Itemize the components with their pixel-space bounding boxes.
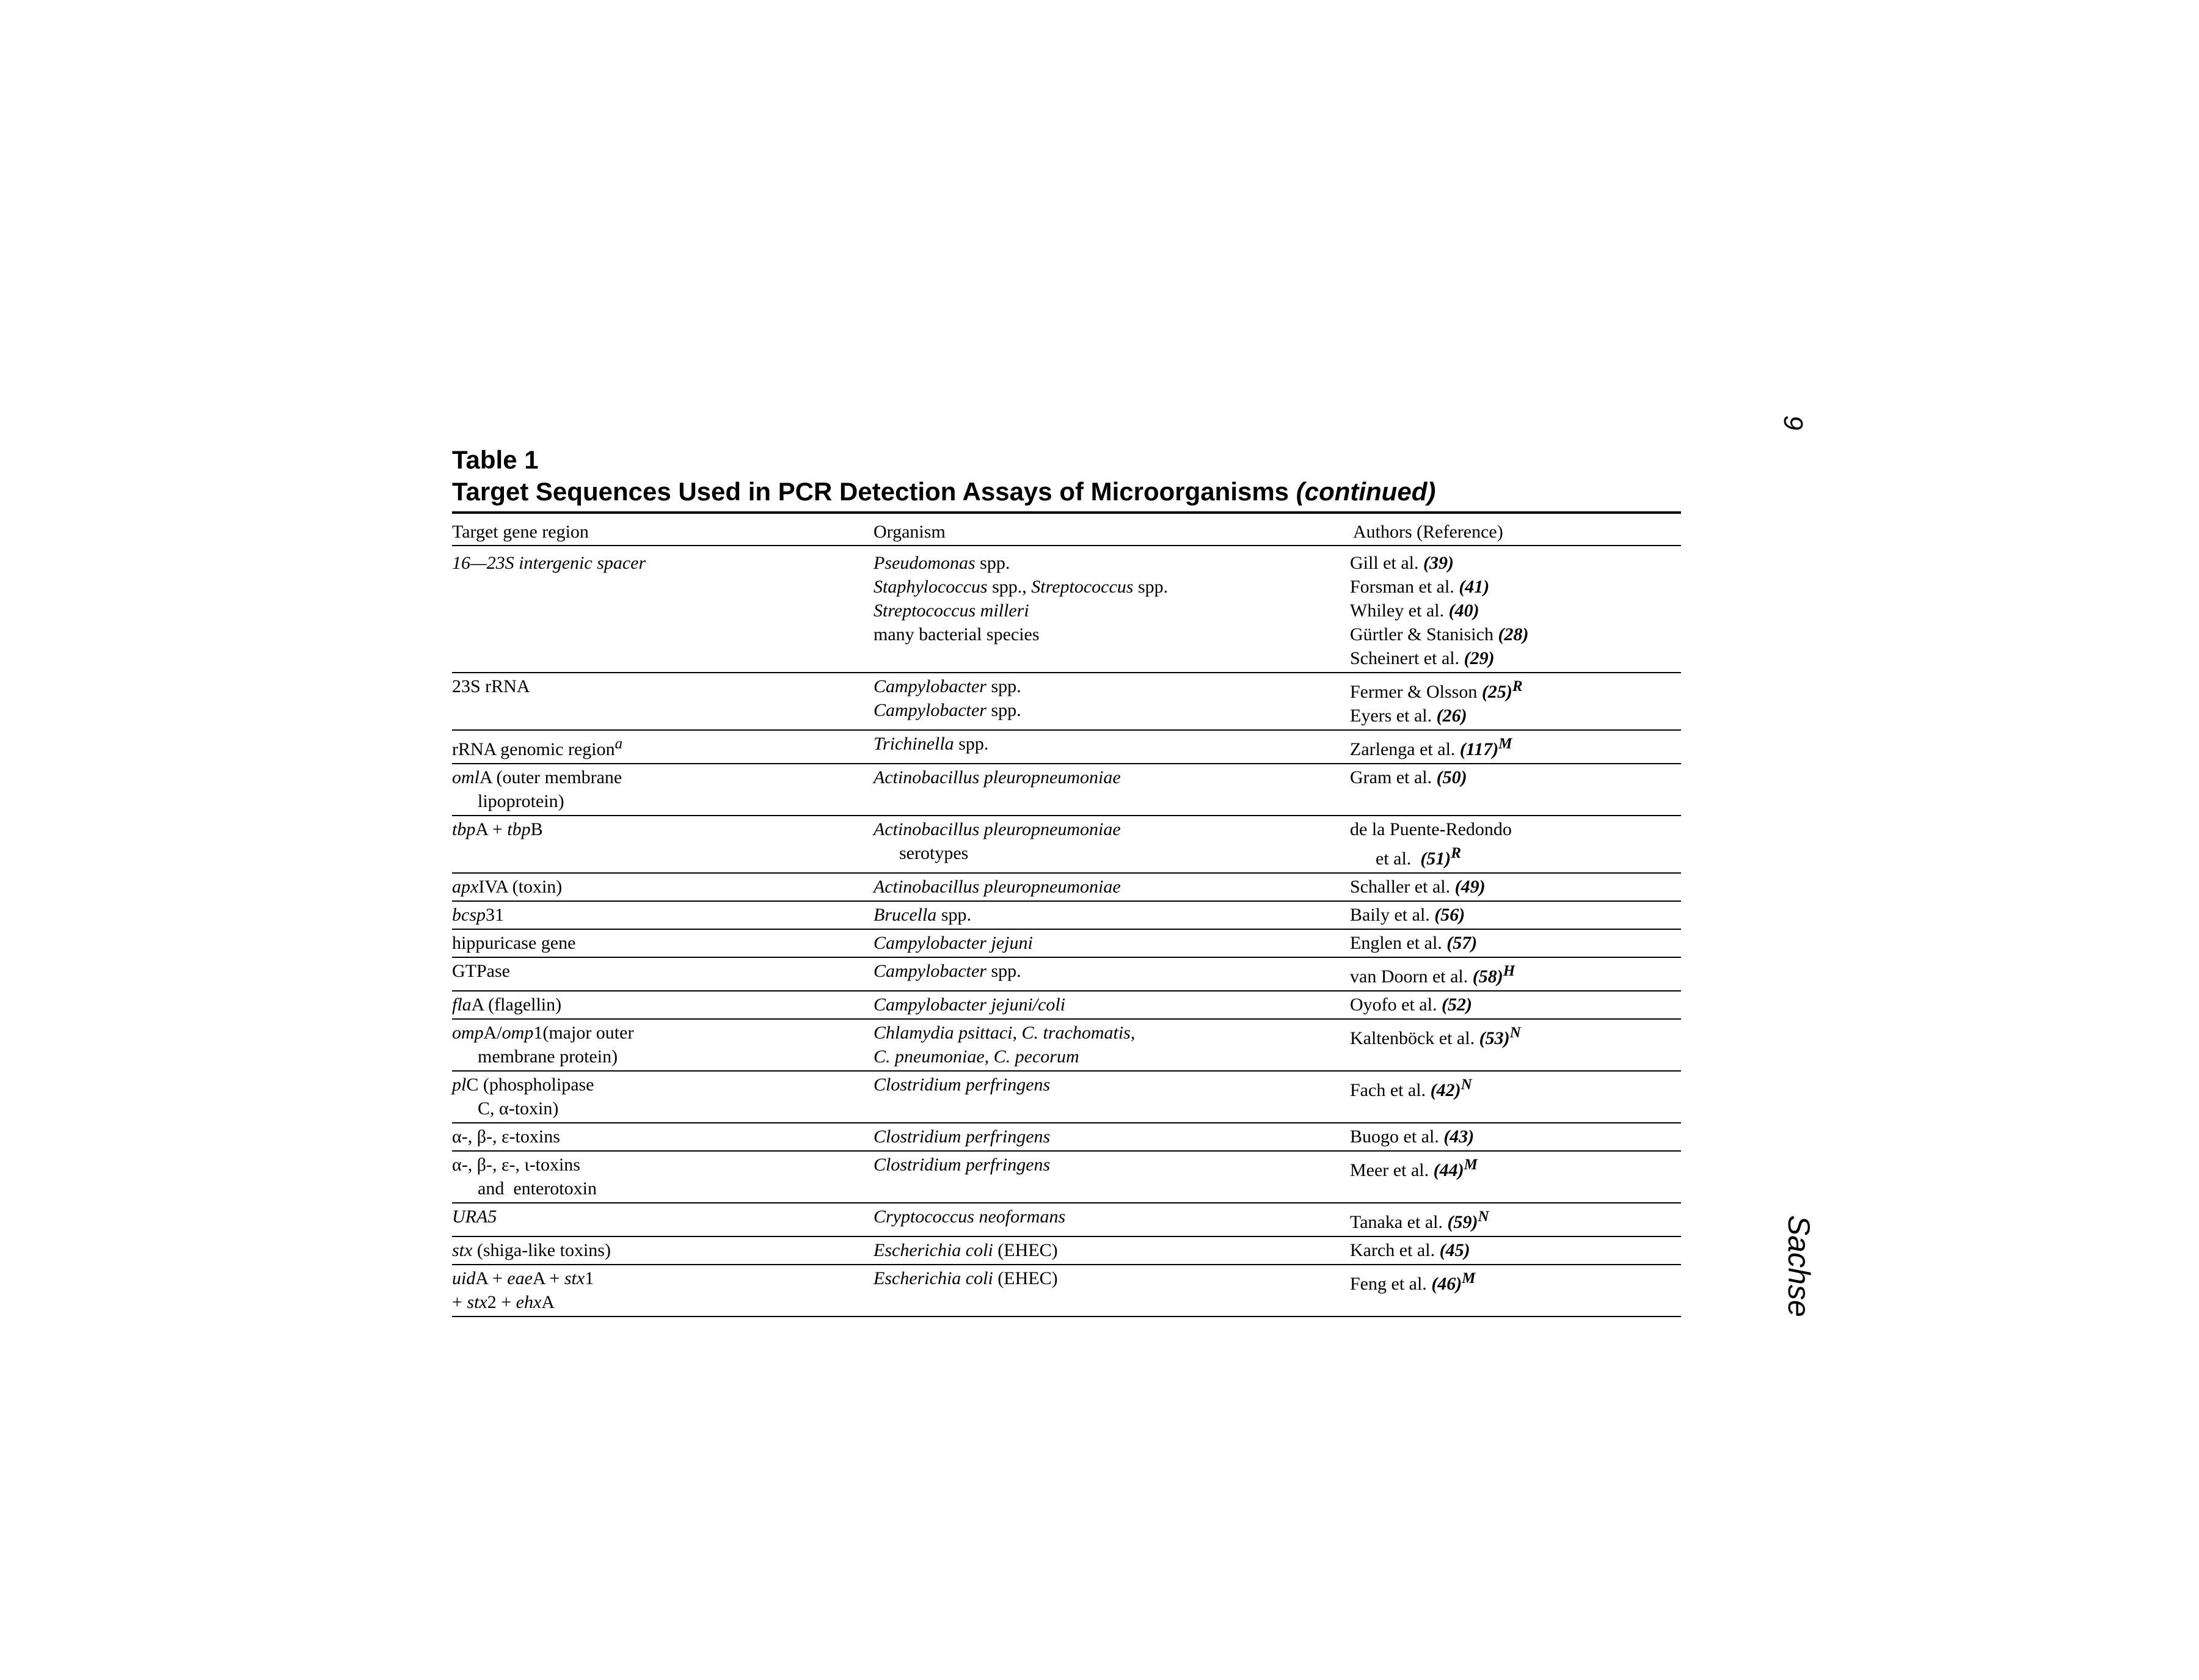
organism-line: Actinobacillus pleuropneumoniae	[873, 877, 1121, 897]
author-entry	[1350, 674, 1681, 704]
author-ref: (40)	[1448, 601, 1479, 621]
gene-cell	[452, 764, 873, 816]
organism-line: Pseudomonas spp.	[873, 553, 1010, 573]
organism-cell	[873, 929, 1350, 957]
gene-cell	[452, 1019, 873, 1071]
table-row	[452, 546, 1681, 673]
organism-line: Campylobacter jejuni/coli	[873, 995, 1066, 1015]
organism-line: Chlamydia psittaci, C. trachomatis,	[873, 1023, 1136, 1043]
table-row	[452, 901, 1681, 929]
organism-genus: Trichinella	[873, 734, 954, 754]
organism-cell	[873, 816, 1350, 873]
author-ref: (53)	[1479, 1028, 1510, 1048]
author-ref: (52)	[1441, 995, 1472, 1015]
organism-line: Clostridium perfringens	[873, 1075, 1051, 1095]
table-title	[452, 476, 1681, 508]
organism-genus: Pseudomonas	[873, 553, 976, 573]
gene-line: omlA (outer membrane	[452, 767, 622, 787]
organism-cell	[873, 957, 1350, 991]
gene-cell	[452, 873, 873, 901]
organism-line: Trichinella spp.	[873, 734, 989, 754]
organism-cell	[873, 1151, 1350, 1203]
authors-cell	[1350, 1019, 1681, 1071]
table-row	[452, 1071, 1681, 1123]
author-entry	[1350, 1266, 1681, 1296]
author-name: Gürtler & Stanisich	[1350, 624, 1493, 645]
authors-cell	[1350, 873, 1681, 901]
gene-line: + stx2 + ehxA	[452, 1292, 555, 1312]
author-name: van Doorn et al.	[1350, 966, 1468, 987]
gene-cell	[452, 1203, 873, 1236]
author-entry	[1350, 1021, 1681, 1050]
column-header-organism: Organism	[873, 514, 1350, 546]
author-name: Oyofo et al.	[1350, 995, 1437, 1015]
organism-cell	[873, 673, 1350, 730]
author-name: Gill et al.	[1350, 553, 1419, 573]
author-name: Eyers et al.	[1350, 706, 1432, 726]
gene-text: rRNA genomic region	[452, 739, 615, 759]
author-sup: H	[1503, 963, 1515, 979]
author-entry	[1350, 704, 1681, 728]
author-ref: (45)	[1439, 1240, 1470, 1260]
organism-cell	[873, 546, 1350, 673]
author-ref: (56)	[1434, 905, 1465, 925]
author-ref: (44)	[1433, 1160, 1464, 1180]
authors-cell	[1350, 816, 1681, 873]
gene-cell	[452, 1236, 873, 1265]
organism-line: Campylobacter spp.	[873, 676, 1021, 696]
author-name: Karch et al.	[1350, 1240, 1435, 1260]
organism-line: Cryptococcus neoformans	[873, 1207, 1066, 1227]
gene-cell	[452, 1071, 873, 1123]
author-name: Fach et al.	[1350, 1080, 1426, 1100]
page-number: 9	[1778, 415, 1809, 431]
data-table	[452, 514, 1681, 1317]
authors-cell	[1350, 929, 1681, 957]
gene-cell	[452, 1265, 873, 1317]
organism-line: Escherichia coli (EHEC)	[873, 1268, 1058, 1288]
gene-line: apxIVA (toxin)	[452, 877, 563, 897]
author-ref: (50)	[1436, 767, 1467, 787]
author-name: Buogo et al.	[1350, 1127, 1439, 1147]
organism-cell	[873, 730, 1350, 764]
organism-line: Campylobacter spp.	[873, 700, 1021, 720]
author-ref: (43)	[1443, 1127, 1475, 1147]
gene-text: URA5	[452, 1207, 497, 1227]
author-name: Scheinert et al.	[1350, 648, 1460, 668]
gene-text: hippuricase gene	[452, 933, 576, 953]
organism-line: Actinobacillus pleuropneumoniae	[873, 819, 1121, 839]
author-ref: (39)	[1423, 553, 1454, 573]
authors-cell	[1350, 1071, 1681, 1123]
authors-cell	[1350, 1265, 1681, 1317]
organism-genus: Streptococcus	[1031, 577, 1134, 597]
gene-line: C, α-toxin)	[478, 1098, 559, 1119]
organism-cell	[873, 873, 1350, 901]
organism-line: Campylobacter spp.	[873, 961, 1021, 981]
organism-genus: Campylobacter	[873, 676, 986, 696]
author-entry	[1350, 1125, 1681, 1149]
author-name: Meer et al.	[1350, 1160, 1429, 1180]
author-name: Zarlenga et al.	[1350, 739, 1456, 759]
author-sup: R	[1451, 845, 1461, 861]
author-ref: (117)	[1459, 739, 1499, 759]
author-ref: (29)	[1464, 648, 1495, 668]
author-ref: (25)	[1481, 682, 1512, 702]
gene-cell	[452, 816, 873, 873]
gene-cell	[452, 1151, 873, 1203]
author-entry	[1350, 1073, 1681, 1102]
authors-cell	[1350, 546, 1681, 673]
author-entry	[1350, 575, 1681, 599]
author-ref: (28)	[1498, 624, 1529, 645]
table-continued: (continued)	[1296, 477, 1436, 506]
author-entry	[1350, 1238, 1681, 1262]
organism-cell	[873, 1123, 1350, 1151]
author-ref: (46)	[1431, 1274, 1462, 1294]
author-ref: (26)	[1436, 706, 1467, 726]
table-row	[452, 1265, 1681, 1317]
author-entry	[1350, 1205, 1681, 1234]
organism-line: Brucella spp.	[873, 905, 971, 925]
table-row	[452, 929, 1681, 957]
organism-cell	[873, 1071, 1350, 1123]
organism-cell	[873, 991, 1350, 1019]
table-row	[452, 1151, 1681, 1203]
authors-cell	[1350, 730, 1681, 764]
table-row	[452, 1019, 1681, 1071]
gene-line: α-, β-, ε-, ι-toxins	[452, 1155, 580, 1175]
gene-line: stx (shiga-like toxins)	[452, 1240, 611, 1260]
authors-cell	[1350, 1151, 1681, 1203]
organism-line: Campylobacter jejuni	[873, 933, 1033, 953]
author-entry	[1350, 732, 1681, 761]
author-sup: N	[1461, 1076, 1472, 1093]
table-row	[452, 816, 1681, 873]
organism-cell	[873, 764, 1350, 816]
gene-cell	[452, 546, 873, 673]
gene-cell	[452, 673, 873, 730]
author-sup: R	[1512, 678, 1523, 695]
organism-line: Actinobacillus pleuropneumoniae	[873, 767, 1121, 787]
running-head: Sachse	[1782, 1215, 1816, 1317]
authors-cell	[1350, 1123, 1681, 1151]
table-row	[452, 673, 1681, 730]
author-name: Tanaka et al.	[1350, 1212, 1443, 1232]
author-sup: N	[1509, 1024, 1521, 1041]
organism-line: Escherichia coli (EHEC)	[873, 1240, 1058, 1260]
author-entry	[1350, 875, 1681, 899]
authors-cell	[1350, 1203, 1681, 1236]
gene-cell	[452, 991, 873, 1019]
author-entry	[1350, 646, 1681, 670]
author-entry: de la Puente-Redondo	[1350, 819, 1512, 839]
column-header-authors: Authors (Reference)	[1350, 514, 1681, 546]
gene-footnote-mark: a	[614, 736, 623, 752]
author-entry	[1350, 551, 1681, 575]
author-sup: N	[1478, 1208, 1489, 1225]
author-ref: (42)	[1430, 1080, 1461, 1100]
gene-line: membrane protein)	[478, 1046, 618, 1067]
organism-cell	[873, 1203, 1350, 1236]
author-name: Englen et al.	[1350, 933, 1442, 953]
author-name: Forsman et al.	[1350, 577, 1454, 597]
gene-line: and enterotoxin	[478, 1178, 597, 1199]
authors-cell	[1350, 901, 1681, 929]
author-entry	[1350, 903, 1681, 927]
author-entry	[1350, 1153, 1681, 1182]
gene-line: lipoprotein)	[478, 791, 564, 811]
author-ref: (58)	[1472, 966, 1503, 987]
organism-cell	[873, 1236, 1350, 1265]
author-ref: (41)	[1459, 577, 1490, 597]
table-row	[452, 1123, 1681, 1151]
gene-cell	[452, 929, 873, 957]
author-entry	[1350, 599, 1681, 623]
gene-line: plC (phospholipase	[452, 1075, 594, 1095]
organism-line: serotypes	[899, 843, 969, 863]
table-label: Table 1	[452, 445, 539, 474]
author-ref: (59)	[1447, 1212, 1478, 1232]
author-name: Whiley et al.	[1350, 601, 1445, 621]
gene-text: 23S rRNA	[452, 676, 530, 696]
organism-cell	[873, 1019, 1350, 1071]
gene-text: 16—23S intergenic spacer	[452, 553, 646, 573]
gene-line: flaA (flagellin)	[452, 995, 562, 1015]
author-entry	[1350, 959, 1681, 988]
table-row	[452, 1203, 1681, 1236]
author-name: Schaller et al.	[1350, 877, 1451, 897]
gene-line: bcsp31	[452, 905, 504, 925]
column-header-gene: Target gene region	[452, 514, 873, 546]
author-entry: et al. (51)$^R$	[1376, 845, 1461, 869]
authors-cell	[1350, 764, 1681, 816]
author-name: Feng et al.	[1350, 1274, 1427, 1294]
table-row	[452, 1236, 1681, 1265]
author-name: Kaltenböck et al.	[1350, 1028, 1475, 1048]
author-sup: M	[1462, 1270, 1476, 1287]
author-ref: (51)	[1420, 849, 1451, 869]
authors-cell	[1350, 1236, 1681, 1265]
table-title-text: Target Sequences Used in PCR Detection Assays of Microorganisms	[452, 477, 1289, 506]
organism-line: Streptococcus milleri	[873, 601, 1029, 621]
gene-line: tbpA + tbpB	[452, 819, 543, 839]
table-row	[452, 730, 1681, 764]
author-entry	[1350, 765, 1681, 789]
organism-line: C. pneumoniae, C. pecorum	[873, 1046, 1079, 1067]
table-container	[452, 444, 1681, 1317]
author-entry	[1350, 993, 1681, 1017]
author-ref: (57)	[1446, 933, 1478, 953]
table-row	[452, 873, 1681, 901]
organism-cell	[873, 901, 1350, 929]
organism-genus: Staphylococcus	[873, 577, 988, 597]
author-name: Gram et al.	[1350, 767, 1432, 787]
author-name: Baily et al.	[1350, 905, 1430, 925]
gene-cell	[452, 901, 873, 929]
authors-cell	[1350, 673, 1681, 730]
header-row	[452, 514, 1681, 546]
table-row	[452, 991, 1681, 1019]
organism-line: Clostridium perfringens	[873, 1127, 1051, 1147]
authors-cell	[1350, 957, 1681, 991]
gene-line: uidA + eaeA + stx1	[452, 1268, 594, 1288]
organism-line: many bacterial species	[873, 624, 1040, 645]
gene-text: GTPase	[452, 961, 510, 981]
gene-cell	[452, 730, 873, 764]
organism-genus: Campylobacter	[873, 700, 986, 720]
organism-line: Clostridium perfringens	[873, 1155, 1051, 1175]
authors-cell	[1350, 991, 1681, 1019]
table-row	[452, 957, 1681, 991]
author-entry	[1350, 931, 1681, 955]
author-sup: M	[1464, 1156, 1478, 1173]
gene-line: ompA/omp1(major outer	[452, 1023, 634, 1043]
gene-text: α-, β-, ε-toxins	[452, 1127, 560, 1147]
author-name: Fermer & Olsson	[1350, 682, 1478, 702]
author-ref: (49)	[1454, 877, 1486, 897]
author-sup: M	[1498, 736, 1512, 752]
gene-cell	[452, 957, 873, 991]
organism-cell	[873, 1265, 1350, 1317]
organism-line: Staphylococcus spp., Streptococcus spp.	[873, 577, 1169, 597]
author-entry	[1350, 623, 1681, 646]
gene-cell	[452, 1123, 873, 1151]
table-row	[452, 764, 1681, 816]
